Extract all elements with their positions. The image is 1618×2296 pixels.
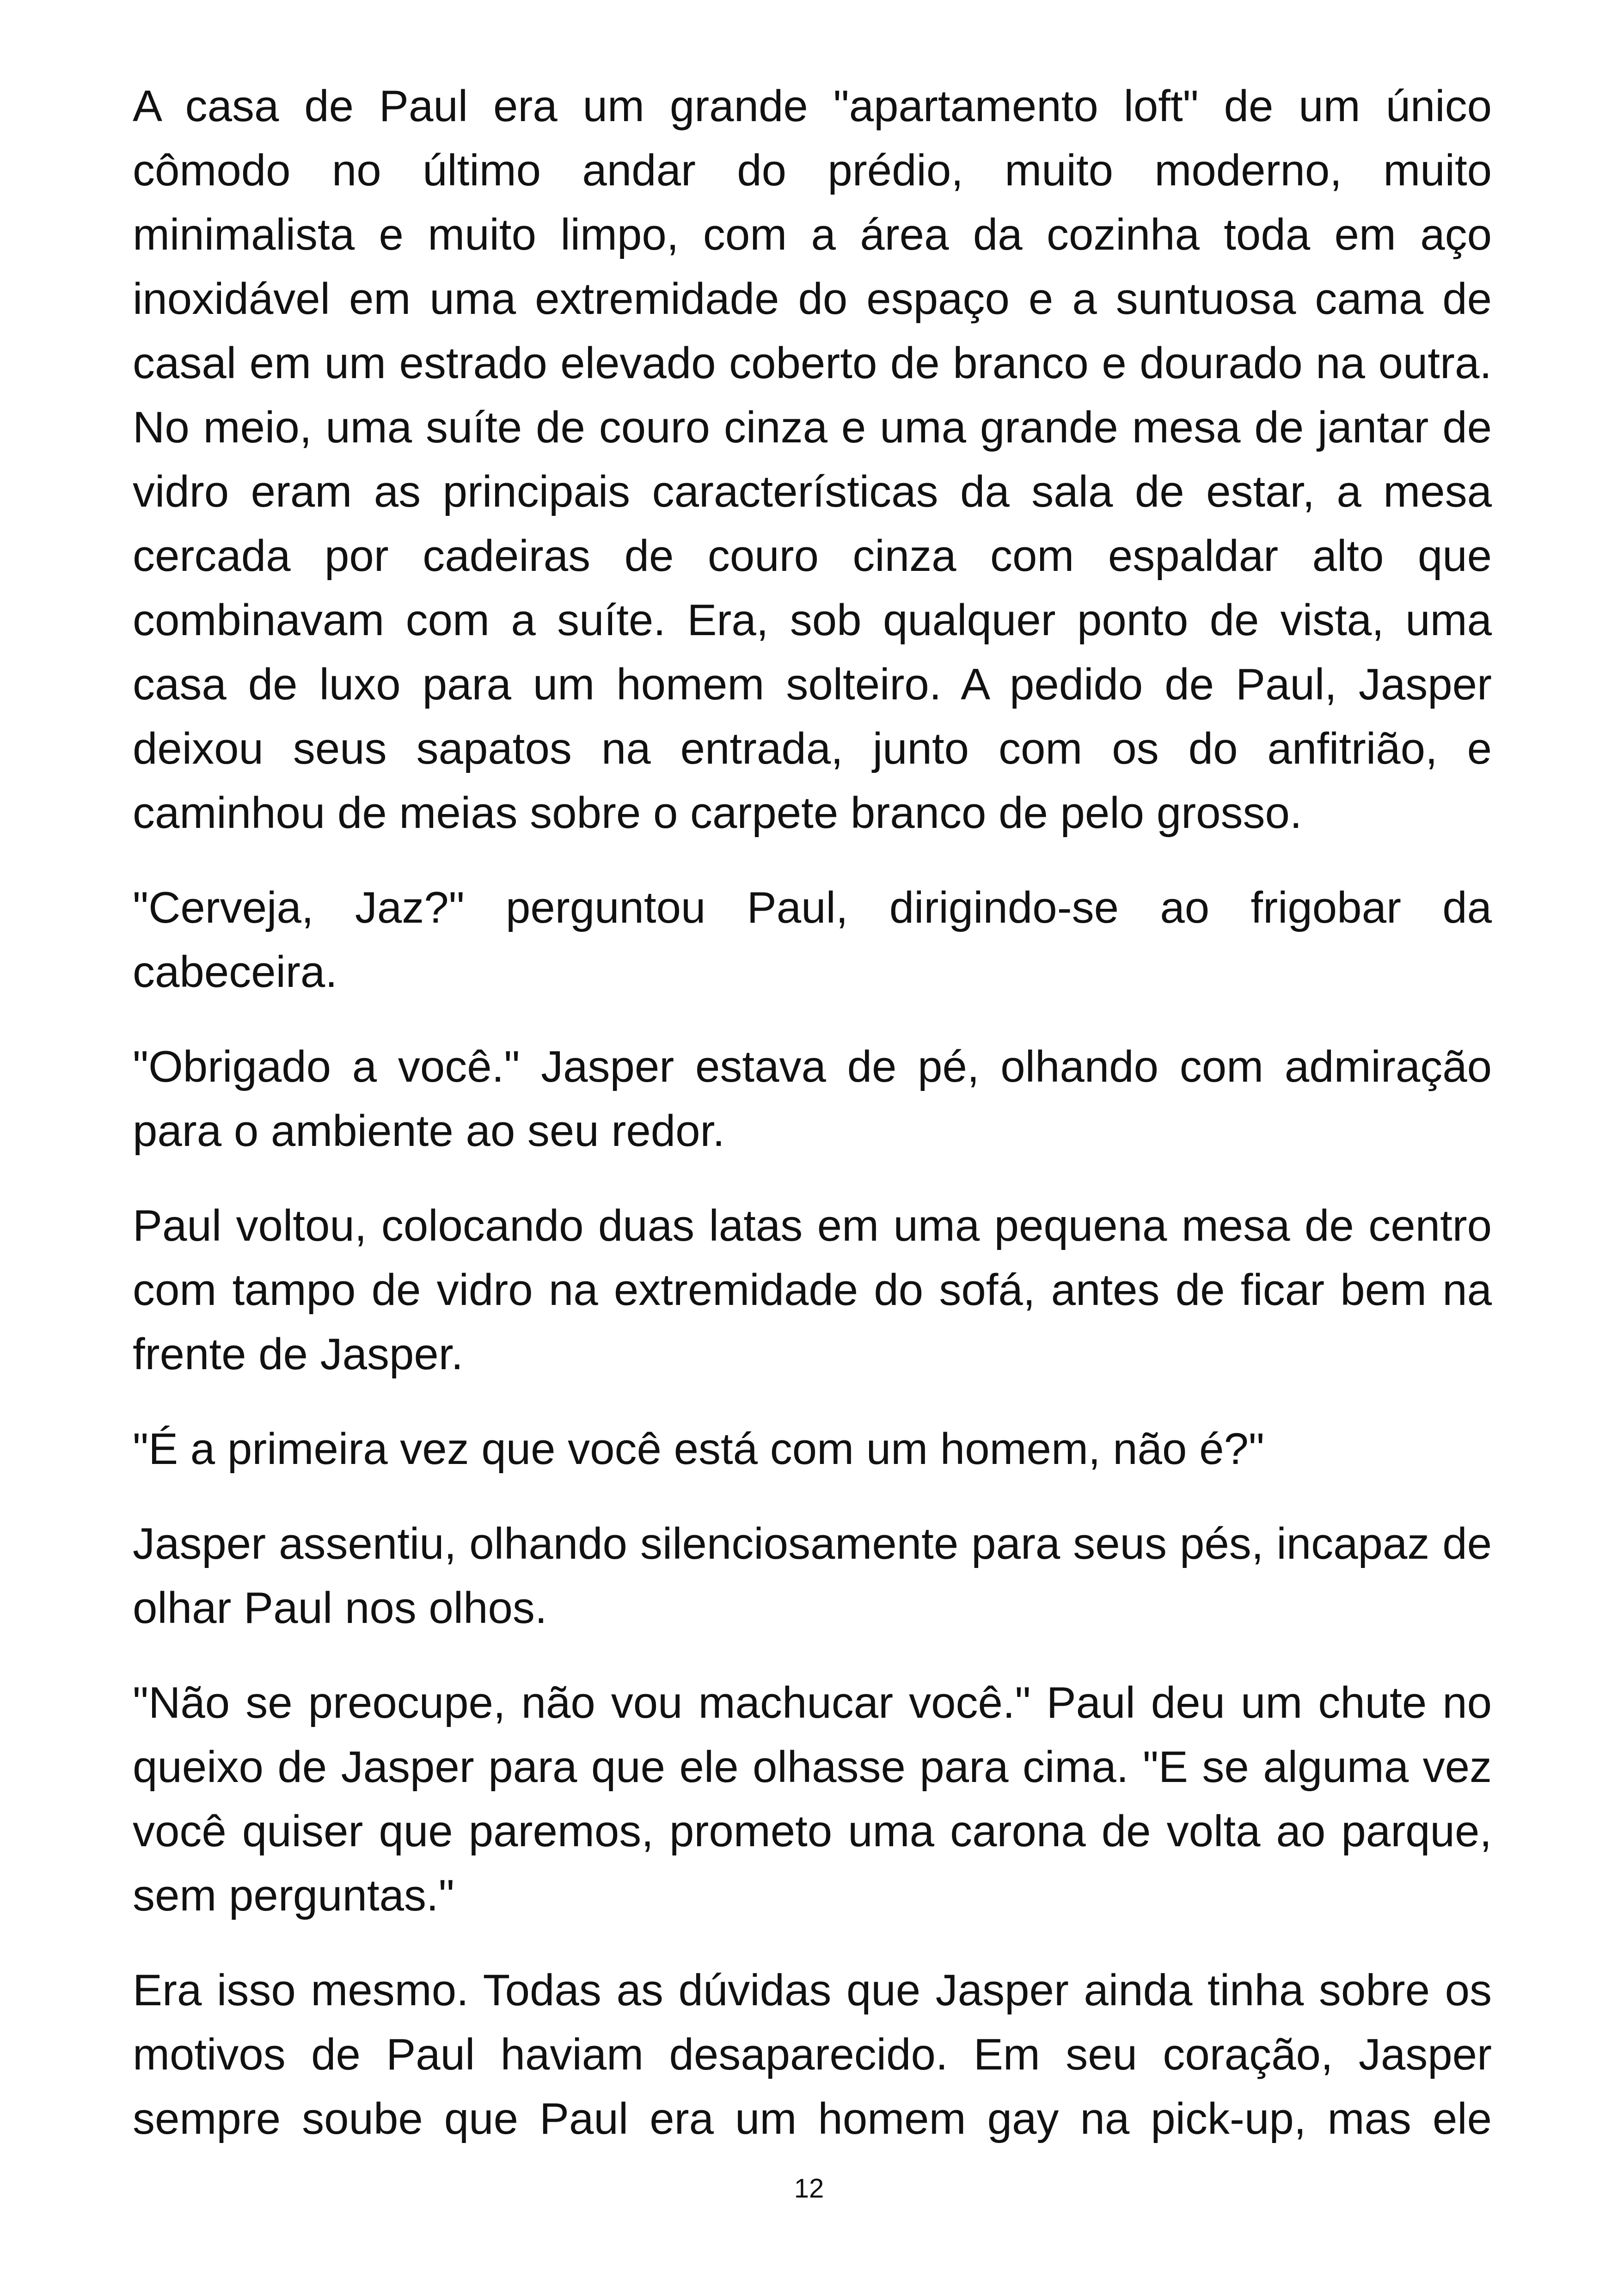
paragraph: A casa de Paul era um grande "apartamento loft" de um único cômodo no último andar do prédio, muito moderno, muito minimalista e muito limpo, com a área da cozinha toda em aço inoxidável em uma extremidade do espaço e a suntuosa cama de casal em um estrado elevado coberto de branco e dourado na outra. No meio, uma suíte de couro cinza e uma grande mesa de jantar de vidro eram as principais características da sala de estar, a mesa cercada por cadeiras de couro cinza com espaldar alto que combinavam com a suíte. Era, sob qualquer ponto de vista, uma casa de luxo para um homem solteiro. A pedido de Paul, Jasper deixou seus sapatos na entrada, junto com os do anfitrião, e caminhou de meias sobre o carpete branco de pelo grosso. — [133, 81, 1492, 838]
document-page — [133, 74, 1492, 2181]
paragraph: Paul voltou, colocando duas latas em uma pequena mesa de centro com tampo de vidro na extremidade do sofá, antes de ficar bem na frente de Jasper. — [133, 1201, 1492, 1379]
paragraph: "Obrigado a você." Jasper estava de pé, olhando com admiração para o ambiente ao seu redor. — [133, 1042, 1492, 1156]
paragraph: "É a primeira vez que você está com um homem, não é?" — [133, 1424, 1264, 1474]
paragraph: Era isso mesmo. Todas as dúvidas que Jasper ainda tinha sobre os motivos de Paul haviam desaparecido. Em seu coração, Jasper sempre soube que Paul era um homem gay na pick-up, mas ele — [133, 1965, 1492, 2143]
paragraph: "Cerveja, Jaz?" perguntou Paul, dirigindo-se ao frigobar da cabeceira. — [133, 883, 1492, 997]
paragraph: "Não se preocupe, não vou machucar você." Paul deu um chute no queixo de Jasper para que ele olhasse para cima. "E se alguma vez você quiser que paremos, prometo uma carona de volta ao parque, sem perguntas." — [133, 1678, 1492, 1920]
page-number: 12 — [794, 2174, 824, 2204]
paragraph: Jasper assentiu, olhando silenciosamente para seus pés, incapaz de olhar Paul nos olhos. — [133, 1519, 1492, 1633]
